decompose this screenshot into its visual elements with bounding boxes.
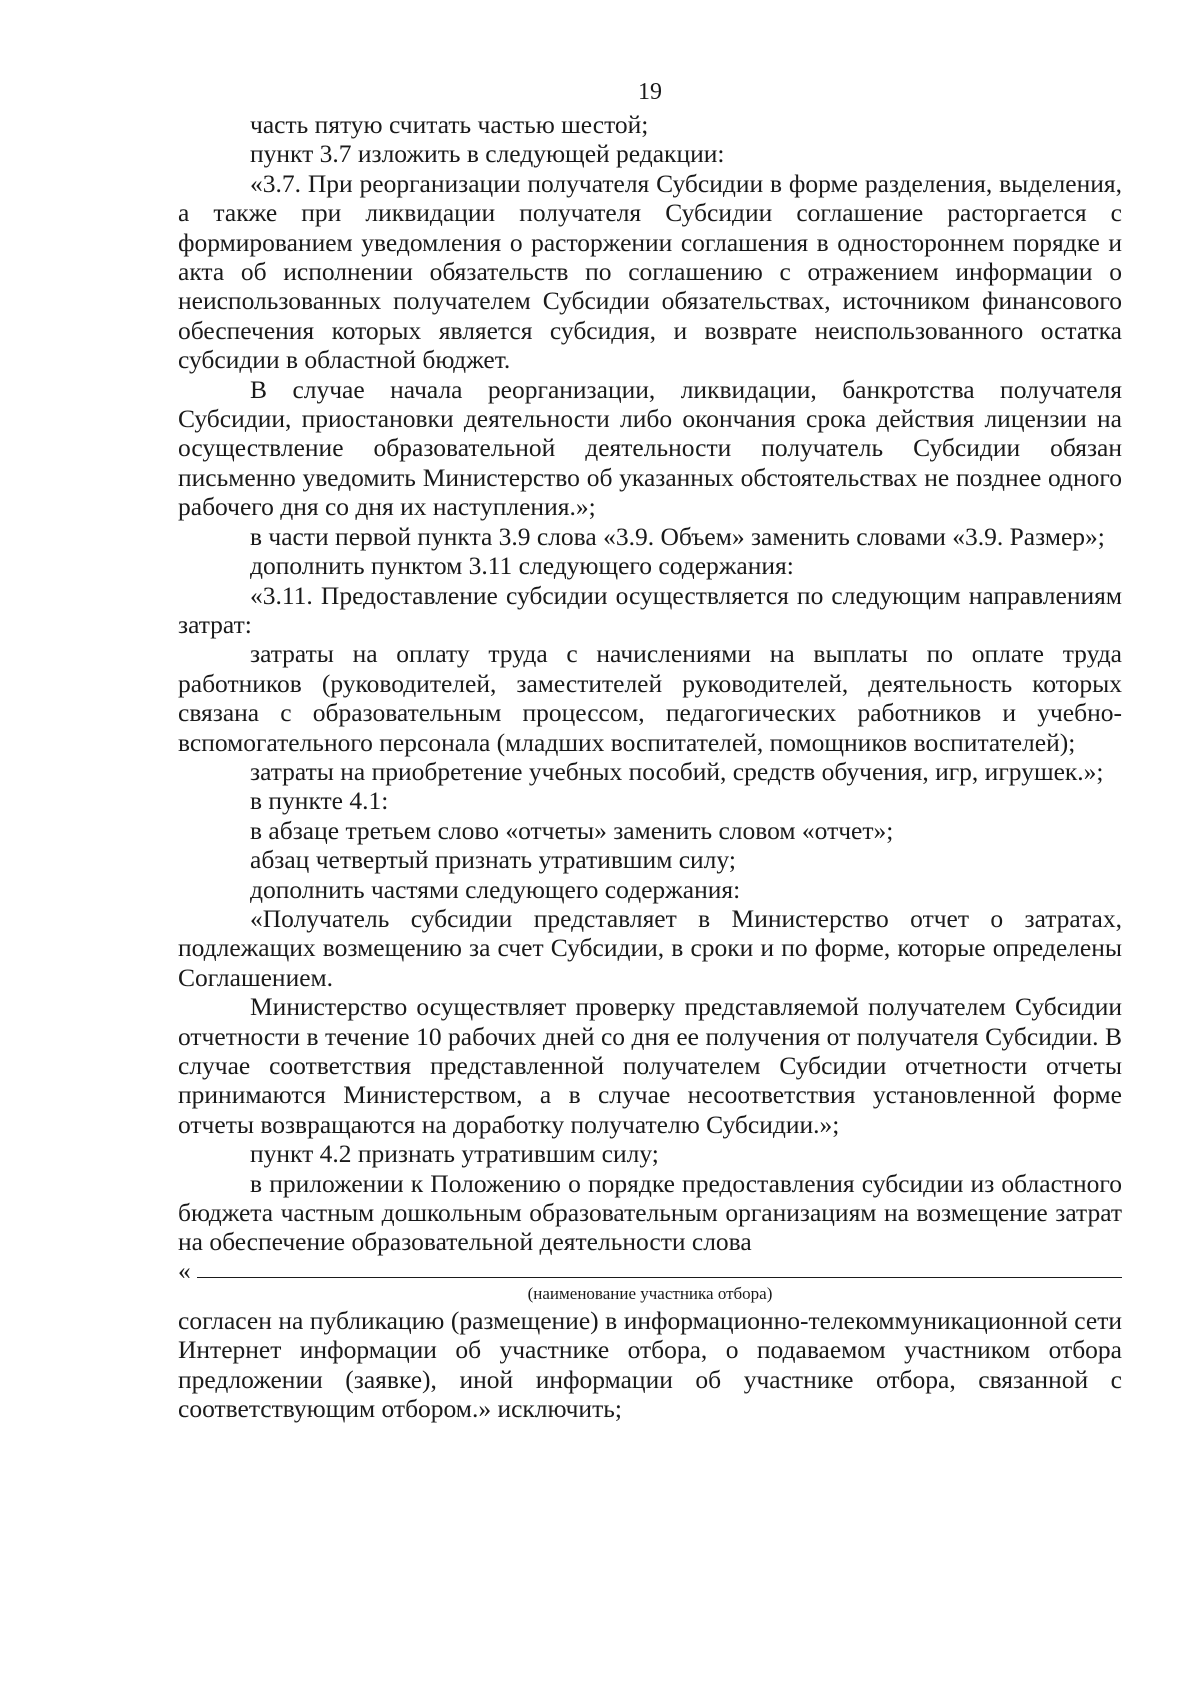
blank-fill-line — [178, 1255, 1122, 1285]
opening-quote: « — [178, 1255, 191, 1285]
page-number: 19 — [638, 79, 662, 105]
paragraph: В случае начала реорганизации, ликвидации, банкротства получателя Субсидии, приостановки деятельности либо окончания срока действия лицензии на осуществление образовательной деятельности получатель Субсидии обязан письменно уведомить Министерство об указанных обстоятельствах не позднее одного рабочего дня со дня их наступления.»; — [178, 374, 1122, 522]
paragraph: затраты на приобретение учебных пособий, средств обучения, игр, игрушек.»; — [250, 756, 1104, 786]
paragraph: «Получатель субсидии представляет в Министерство отчет о затратах, подлежащих возмещению за счет Субсидии, в сроки и по форме, которые определены Соглашением. — [178, 903, 1122, 992]
paragraph: дополнить частями следующего содержания: — [250, 874, 741, 904]
paragraph: в абзаце третьем слово «отчеты» заменить словом «отчет»; — [250, 815, 894, 845]
paragraph: «3.7. При реорганизации получателя Субсидии в форме разделения, выделения, а также при ликвидации получателя Субсидии соглашение расторгается с формированием уведомления о расторжении соглашения в одностороннем порядке и акта об исполнении обязательств по соглашению с отражением информации о неиспользованных получателем Субсидии обязательствах, источником финансового обеспечения которых является субсидия, и возврате неиспользованного остатка субсидии в областной бюджет. — [178, 168, 1122, 375]
paragraph: в части первой пункта 3.9 слова «3.9. Объем» заменить словами «3.9. Размер»; — [250, 521, 1105, 551]
paragraph: пункт 3.7 изложить в следующей редакции: — [250, 139, 725, 169]
paragraph: Министерство осуществляет проверку представляемой получателем Субсидии отчетности в течение 10 рабочих дней со дня ее получения от получателя Субсидии. В случае соответствия представленной получателем Субсидии отчетности отчеты принимаются Министерством, а в случае несоответствия установленной форме отчеты возвращаются на доработку получателю Субсидии.»; — [178, 992, 1122, 1139]
paragraph: «3.11. Предоставление субсидии осуществляется по следующим направлениям затрат: — [178, 580, 1122, 639]
paragraph: часть пятую считать частью шестой; — [250, 110, 649, 139]
paragraph: затраты на оплату труда с начислениями на выплаты по оплате труда работников (руководителей, заместителей руководителей, деятельность которых связана с образовательным процессом, педагогических работников и учебно-вспомогательного персонала (младших воспитателей, помощников воспитателей); — [178, 639, 1122, 757]
paragraph: в приложении к Положению о порядке предоставления субсидии из областного бюджета частным дошкольным образовательным организациям на возмещение затрат на обеспечение образовательной деятельности слова — [178, 1168, 1122, 1257]
underline-rule — [197, 1277, 1122, 1278]
paragraph: абзац четвертый признать утратившим силу; — [250, 845, 736, 875]
paragraph: согласен на публикацию (размещение) в информационно-телекоммуникационной сети Интернет информации об участнике отбора, о подаваемом участником отбора предложении (заявке), иной информации об участнике отбора, связанной с соответствующим отбором.» исключить; — [178, 1305, 1122, 1424]
blank-caption: (наименование участника отбора) — [527, 1283, 773, 1303]
paragraph: в пункте 4.1: — [250, 786, 389, 816]
paragraph: дополнить пунктом 3.11 следующего содержания: — [250, 551, 794, 581]
paragraph: пункт 4.2 признать утратившим силу; — [250, 1139, 659, 1169]
document-page — [178, 78, 1122, 1423]
